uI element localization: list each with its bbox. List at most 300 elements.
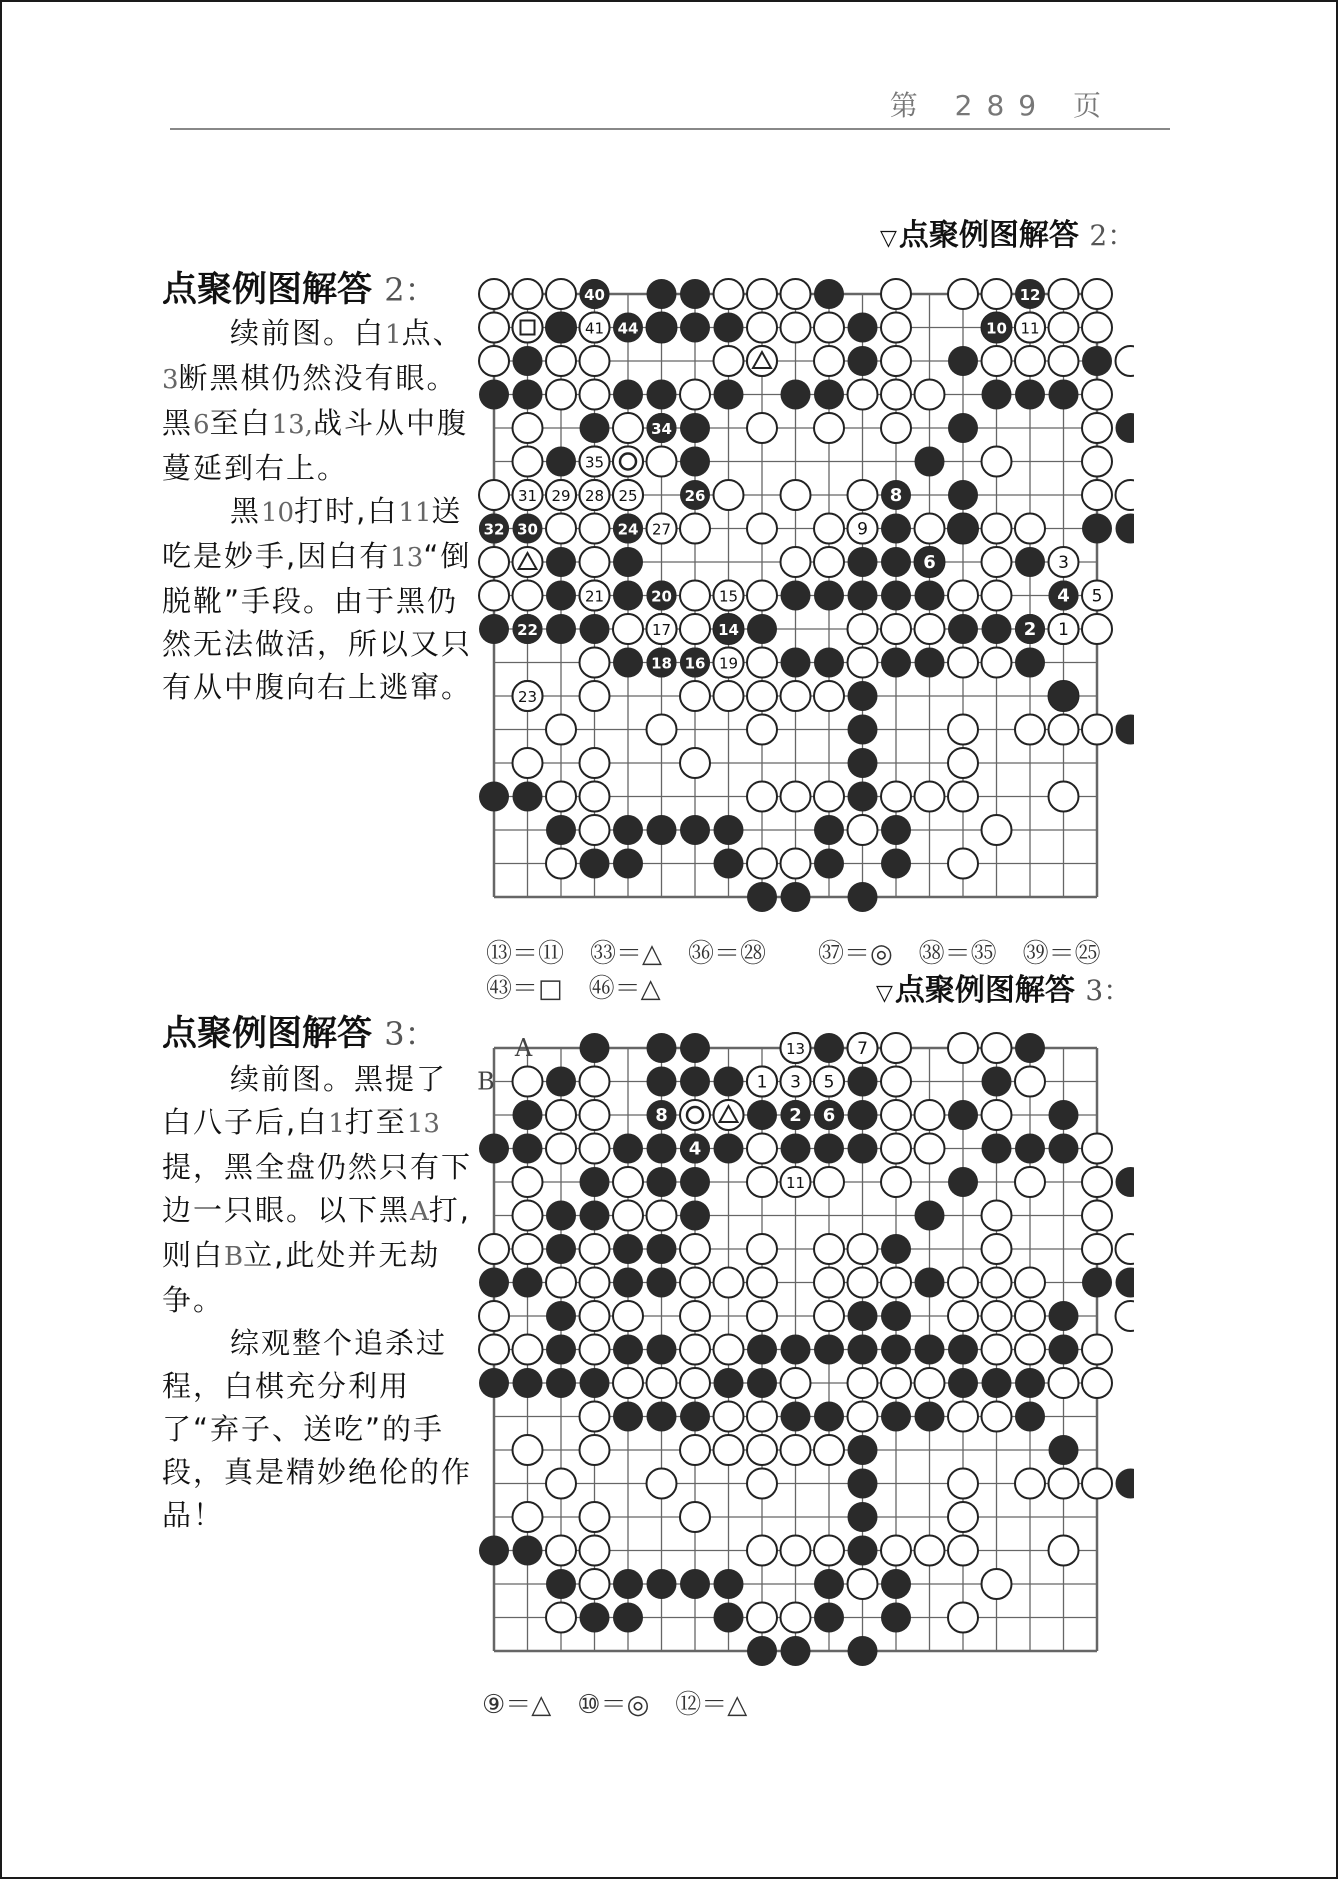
figure-caption-text: 点聚例图解答 — [894, 973, 1075, 1008]
black-stone — [881, 1402, 911, 1432]
black-stone — [814, 1569, 844, 1599]
white-stone — [680, 1502, 710, 1532]
white-stone — [881, 1167, 911, 1197]
white-stone — [580, 1502, 610, 1532]
black-stone — [881, 1335, 911, 1365]
black-stone — [848, 1502, 878, 1532]
black-stone — [915, 447, 945, 477]
white-stone — [814, 1234, 844, 1264]
white-stone — [580, 681, 610, 711]
white-stone — [479, 581, 509, 611]
white-stone — [982, 1033, 1012, 1063]
black-stone — [848, 313, 878, 343]
black-stone — [915, 581, 945, 611]
white-stone — [1049, 313, 1079, 343]
white-stone — [948, 748, 978, 778]
white-stone — [1082, 1234, 1112, 1264]
black-stone — [915, 1201, 945, 1231]
black-stone — [1049, 1335, 1079, 1365]
white-stone — [479, 1234, 509, 1264]
white-stone — [915, 1134, 945, 1164]
figure-caption-text: 点聚例图解答 — [898, 218, 1079, 253]
white-stone — [781, 681, 811, 711]
black-stone — [613, 1402, 643, 1432]
white-stone-number: 1 — [756, 1072, 768, 1093]
black-stone — [881, 849, 911, 879]
figure-caption-number: 3： — [1085, 974, 1132, 1007]
black-stone — [1015, 380, 1045, 410]
black-stone — [1015, 1033, 1045, 1063]
white-stone — [714, 1402, 744, 1432]
black-stone-number: 10 — [986, 319, 1007, 338]
black-stone — [948, 514, 978, 544]
white-stone-number: 13 — [785, 1040, 806, 1058]
white-stone — [513, 581, 543, 611]
black-stone — [1116, 514, 1135, 544]
white-stone-number: 31 — [517, 487, 538, 505]
white-stone-number: 9 — [857, 519, 868, 540]
white-stone — [1049, 1469, 1079, 1499]
section-title-number: 2： — [384, 271, 437, 309]
black-stone — [647, 279, 677, 309]
black-stone — [613, 1134, 643, 1164]
black-stone — [580, 413, 610, 443]
white-stone — [613, 1167, 643, 1197]
white-stone — [881, 279, 911, 309]
white-stone — [513, 1335, 543, 1365]
white-stone — [580, 1134, 610, 1164]
white-stone — [982, 514, 1012, 544]
white-stone — [513, 1234, 543, 1264]
black-stone — [680, 447, 710, 477]
white-stone — [948, 782, 978, 812]
black-stone — [814, 648, 844, 678]
white-stone — [546, 715, 576, 745]
white-stone — [747, 313, 777, 343]
black-stone — [479, 782, 509, 812]
black-stone — [1082, 346, 1112, 376]
black-stone — [881, 815, 911, 845]
white-stone — [747, 514, 777, 544]
black-stone — [714, 849, 744, 879]
white-stone — [546, 279, 576, 309]
white-stone — [546, 782, 576, 812]
black-stone-number: 32 — [483, 520, 505, 539]
black-stone — [546, 1368, 576, 1398]
white-stone — [513, 447, 543, 477]
black-stone — [714, 815, 744, 845]
white-stone — [580, 1536, 610, 1566]
section-title-2 — [162, 262, 437, 312]
figure-caption-1 — [880, 210, 1135, 254]
white-stone — [915, 380, 945, 410]
black-stone — [1082, 514, 1112, 544]
black-stone — [948, 1368, 978, 1398]
white-stone-number: 11 — [1020, 319, 1040, 338]
section-title-text: 点聚例图解答 — [162, 270, 373, 310]
white-stone — [747, 648, 777, 678]
black-stone — [513, 1536, 543, 1566]
white-stone — [848, 380, 878, 410]
figure-caption-2 — [876, 965, 1131, 1009]
white-stone — [982, 1301, 1012, 1331]
white-stone-number: 19 — [718, 654, 739, 673]
black-stone — [479, 1536, 509, 1566]
section-title-text: 点聚例图解答 — [162, 1014, 373, 1054]
black-stone — [1015, 547, 1045, 577]
black-stone — [546, 547, 576, 577]
white-stone — [881, 1067, 911, 1097]
black-stone — [613, 1234, 643, 1264]
white-stone-number: 11 — [785, 1174, 806, 1192]
black-stone — [680, 1033, 710, 1063]
white-stone — [814, 782, 844, 812]
white-stone — [1082, 279, 1112, 309]
black-stone-number: 34 — [651, 420, 672, 438]
black-stone — [881, 1603, 911, 1633]
black-stone-number: 20 — [651, 587, 672, 606]
white-stone-number: 15 — [718, 587, 739, 606]
black-stone — [747, 1636, 777, 1666]
black-stone — [747, 614, 777, 644]
paragraph: 续前图。白1点、3断黑棋仍然没有眼。黑6至白13,战斗从中腹蔓延到右上。 — [162, 316, 468, 485]
black-stone — [814, 815, 844, 845]
white-stone — [814, 1435, 844, 1465]
black-stone — [714, 313, 744, 343]
black-stone-number: 2 — [1023, 619, 1037, 640]
black-stone — [848, 1301, 878, 1331]
white-stone — [613, 614, 643, 644]
black-stone — [580, 1033, 610, 1063]
white-stone — [580, 547, 610, 577]
black-stone — [814, 1402, 844, 1432]
white-stone — [747, 1167, 777, 1197]
white-stone — [546, 514, 576, 544]
white-stone — [1082, 1469, 1112, 1499]
black-stone — [881, 648, 911, 678]
black-stone — [580, 1603, 610, 1633]
black-stone — [848, 1469, 878, 1499]
black-stone — [848, 1636, 878, 1666]
white-stone — [948, 715, 978, 745]
white-stone — [546, 1134, 576, 1164]
white-stone — [747, 1603, 777, 1633]
white-stone — [546, 1100, 576, 1130]
black-stone — [513, 1268, 543, 1298]
black-stone — [814, 1033, 844, 1063]
white-stone — [580, 1335, 610, 1365]
black-stone — [647, 1067, 677, 1097]
black-stone — [479, 1268, 509, 1298]
white-stone — [1082, 1167, 1112, 1197]
white-stone — [747, 1536, 777, 1566]
black-stone — [1049, 1134, 1079, 1164]
white-stone — [948, 1033, 978, 1063]
black-stone — [513, 1368, 543, 1398]
black-stone — [1015, 1368, 1045, 1398]
black-stone — [647, 380, 677, 410]
white-stone — [1082, 380, 1112, 410]
section-text-2 — [162, 312, 472, 709]
black-stone — [747, 1368, 777, 1398]
black-stone-number: 4 — [1057, 585, 1070, 607]
white-stone — [580, 1435, 610, 1465]
white-stone — [580, 514, 610, 544]
white-stone — [747, 1402, 777, 1432]
black-stone — [948, 346, 978, 376]
black-stone — [714, 1134, 744, 1164]
white-stone — [613, 413, 643, 443]
black-stone-number: 2 — [789, 1105, 802, 1126]
black-stone — [546, 447, 576, 477]
white-stone — [747, 1134, 777, 1164]
black-stone — [680, 1067, 710, 1097]
black-stone-number: 4 — [688, 1138, 702, 1160]
black-stone — [848, 581, 878, 611]
black-stone — [647, 1234, 677, 1264]
black-stone — [982, 614, 1012, 644]
black-stone — [647, 1134, 677, 1164]
white-stone — [848, 815, 878, 845]
black-stone-number: 6 — [822, 1105, 836, 1126]
white-stone — [1049, 715, 1079, 745]
white-stone — [714, 346, 744, 376]
white-stone — [680, 1301, 710, 1331]
black-stone — [881, 581, 911, 611]
black-stone — [848, 748, 878, 778]
white-stone — [479, 346, 509, 376]
black-stone — [546, 1067, 576, 1097]
black-stone — [580, 614, 610, 644]
black-stone — [680, 313, 710, 343]
white-stone — [580, 815, 610, 845]
black-stone — [479, 614, 509, 644]
black-stone — [814, 1603, 844, 1633]
white-stone — [680, 514, 710, 544]
go-board-2 — [474, 1030, 1134, 1670]
page-number: 第 289 页 — [889, 89, 1115, 122]
black-stone — [680, 1201, 710, 1231]
white-stone — [982, 547, 1012, 577]
white-stone — [747, 782, 777, 812]
white-stone — [747, 1469, 777, 1499]
white-stone — [948, 1402, 978, 1432]
white-stone — [881, 346, 911, 376]
black-stone — [613, 581, 643, 611]
black-stone — [881, 1569, 911, 1599]
black-stone — [1015, 1134, 1045, 1164]
black-stone — [479, 1134, 509, 1164]
black-stone — [1082, 1268, 1112, 1298]
white-stone — [1082, 1335, 1112, 1365]
white-stone — [747, 1435, 777, 1465]
white-stone — [580, 346, 610, 376]
white-stone — [881, 1368, 911, 1398]
black-stone — [513, 1100, 543, 1130]
black-stone — [647, 1335, 677, 1365]
black-stone-number: 30 — [517, 520, 538, 539]
black-stone — [915, 1402, 945, 1432]
white-stone — [647, 1201, 677, 1231]
white-stone — [580, 1301, 610, 1331]
black-stone-number: 12 — [1019, 286, 1041, 304]
black-stone — [647, 1268, 677, 1298]
black-stone — [680, 1167, 710, 1197]
white-stone — [1015, 346, 1045, 376]
white-stone — [680, 1234, 710, 1264]
white-stone — [580, 1569, 610, 1599]
white-stone — [982, 581, 1012, 611]
black-stone — [781, 882, 811, 912]
white-stone — [680, 581, 710, 611]
white-stone — [513, 413, 543, 443]
white-stone — [680, 1335, 710, 1365]
white-stone — [1082, 480, 1112, 510]
white-stone — [1082, 715, 1112, 745]
white-stone — [781, 313, 811, 343]
white-stone — [613, 1201, 643, 1231]
white-stone — [1116, 480, 1135, 510]
black-stone — [848, 681, 878, 711]
black-stone — [781, 1402, 811, 1432]
figure-notes-1b: ㊸＝□ ㊻＝△ — [486, 974, 661, 1004]
black-stone — [1116, 1167, 1135, 1197]
white-stone — [546, 1536, 576, 1566]
white-stone — [1082, 1368, 1112, 1398]
white-stone — [747, 413, 777, 443]
white-stone — [1049, 346, 1079, 376]
black-stone — [647, 1569, 677, 1599]
black-stone — [1049, 1435, 1079, 1465]
black-stone — [714, 1067, 744, 1097]
black-stone — [848, 882, 878, 912]
white-stone-number: 23 — [517, 688, 538, 706]
white-stone — [948, 279, 978, 309]
white-stone — [747, 581, 777, 611]
white-stone — [546, 1268, 576, 1298]
white-stone-number: 25 — [618, 487, 638, 505]
white-stone — [714, 279, 744, 309]
section-text-3 — [162, 1058, 472, 1537]
black-stone — [814, 1134, 844, 1164]
white-stone — [948, 1268, 978, 1298]
paragraph: 综观整个追杀过程，白棋充分利用了“弃子、送吃”的手段，真是精妙绝伦的作品！ — [162, 1326, 473, 1532]
white-stone-number: 21 — [584, 587, 605, 606]
black-stone — [1049, 681, 1079, 711]
black-stone — [1116, 1469, 1135, 1499]
black-stone — [982, 1067, 1012, 1097]
black-stone — [513, 380, 543, 410]
black-stone — [747, 882, 777, 912]
white-stone — [580, 1234, 610, 1264]
white-stone — [982, 279, 1012, 309]
white-stone — [580, 380, 610, 410]
white-stone — [714, 681, 744, 711]
white-stone — [848, 1569, 878, 1599]
white-stone — [546, 380, 576, 410]
white-stone — [881, 1536, 911, 1566]
black-stone-number: 40 — [584, 286, 605, 304]
white-stone — [814, 1268, 844, 1298]
black-stone — [881, 1301, 911, 1331]
coordinate-label-a: A — [514, 1034, 533, 1062]
white-stone — [680, 1100, 710, 1130]
black-stone — [915, 1268, 945, 1298]
black-stone — [647, 1402, 677, 1432]
white-stone — [814, 413, 844, 443]
white-stone — [1082, 313, 1112, 343]
figure-caption-number: 2： — [1089, 219, 1136, 252]
white-stone — [948, 648, 978, 678]
white-stone — [881, 1134, 911, 1164]
white-stone — [781, 547, 811, 577]
figure-notes-1a: ⑬＝⑪ ㉝＝△ ㊱＝㉘ ㊲＝◎ ㊳＝㉟ ㊴＝㉕ — [486, 939, 1101, 969]
black-stone — [513, 1134, 543, 1164]
white-stone — [881, 782, 911, 812]
black-stone — [546, 313, 576, 343]
black-stone — [613, 849, 643, 879]
black-stone — [1116, 413, 1135, 443]
white-stone — [781, 782, 811, 812]
white-stone — [881, 380, 911, 410]
white-stone — [479, 1301, 509, 1331]
white-stone-number: 41 — [584, 319, 605, 338]
black-stone — [781, 648, 811, 678]
white-stone — [881, 313, 911, 343]
white-stone — [982, 1268, 1012, 1298]
black-stone — [881, 514, 911, 544]
white-stone — [680, 748, 710, 778]
white-stone — [781, 279, 811, 309]
black-stone — [848, 715, 878, 745]
black-stone — [848, 547, 878, 577]
white-stone — [747, 849, 777, 879]
white-stone-number: 5 — [1091, 586, 1103, 607]
white-stone — [580, 648, 610, 678]
white-stone — [848, 1368, 878, 1398]
white-stone — [513, 279, 543, 309]
white-stone — [513, 1201, 543, 1231]
black-stone — [948, 1167, 978, 1197]
black-stone — [613, 815, 643, 845]
black-stone — [613, 1569, 643, 1599]
white-stone — [714, 1268, 744, 1298]
white-stone-number: 27 — [651, 520, 672, 539]
black-stone — [546, 1301, 576, 1331]
white-stone — [479, 1335, 509, 1365]
black-stone — [915, 648, 945, 678]
white-stone — [948, 1502, 978, 1532]
white-stone — [513, 1502, 543, 1532]
white-stone — [680, 1435, 710, 1465]
white-stone — [747, 715, 777, 745]
black-stone — [647, 815, 677, 845]
white-stone — [814, 1536, 844, 1566]
black-stone — [881, 1234, 911, 1264]
black-stone — [814, 581, 844, 611]
black-stone — [580, 849, 610, 879]
black-stone — [546, 614, 576, 644]
black-stone — [848, 346, 878, 376]
figure-notes-2: ⑨＝△ ⑩＝◎ ⑫＝△ — [482, 1690, 748, 1720]
section-title-3 — [162, 1006, 437, 1056]
black-stone-number: 44 — [617, 319, 639, 338]
white-stone — [1116, 1234, 1135, 1264]
black-stone — [848, 1134, 878, 1164]
black-stone — [580, 1368, 610, 1398]
white-stone — [479, 313, 509, 343]
black-stone — [1116, 1268, 1135, 1298]
